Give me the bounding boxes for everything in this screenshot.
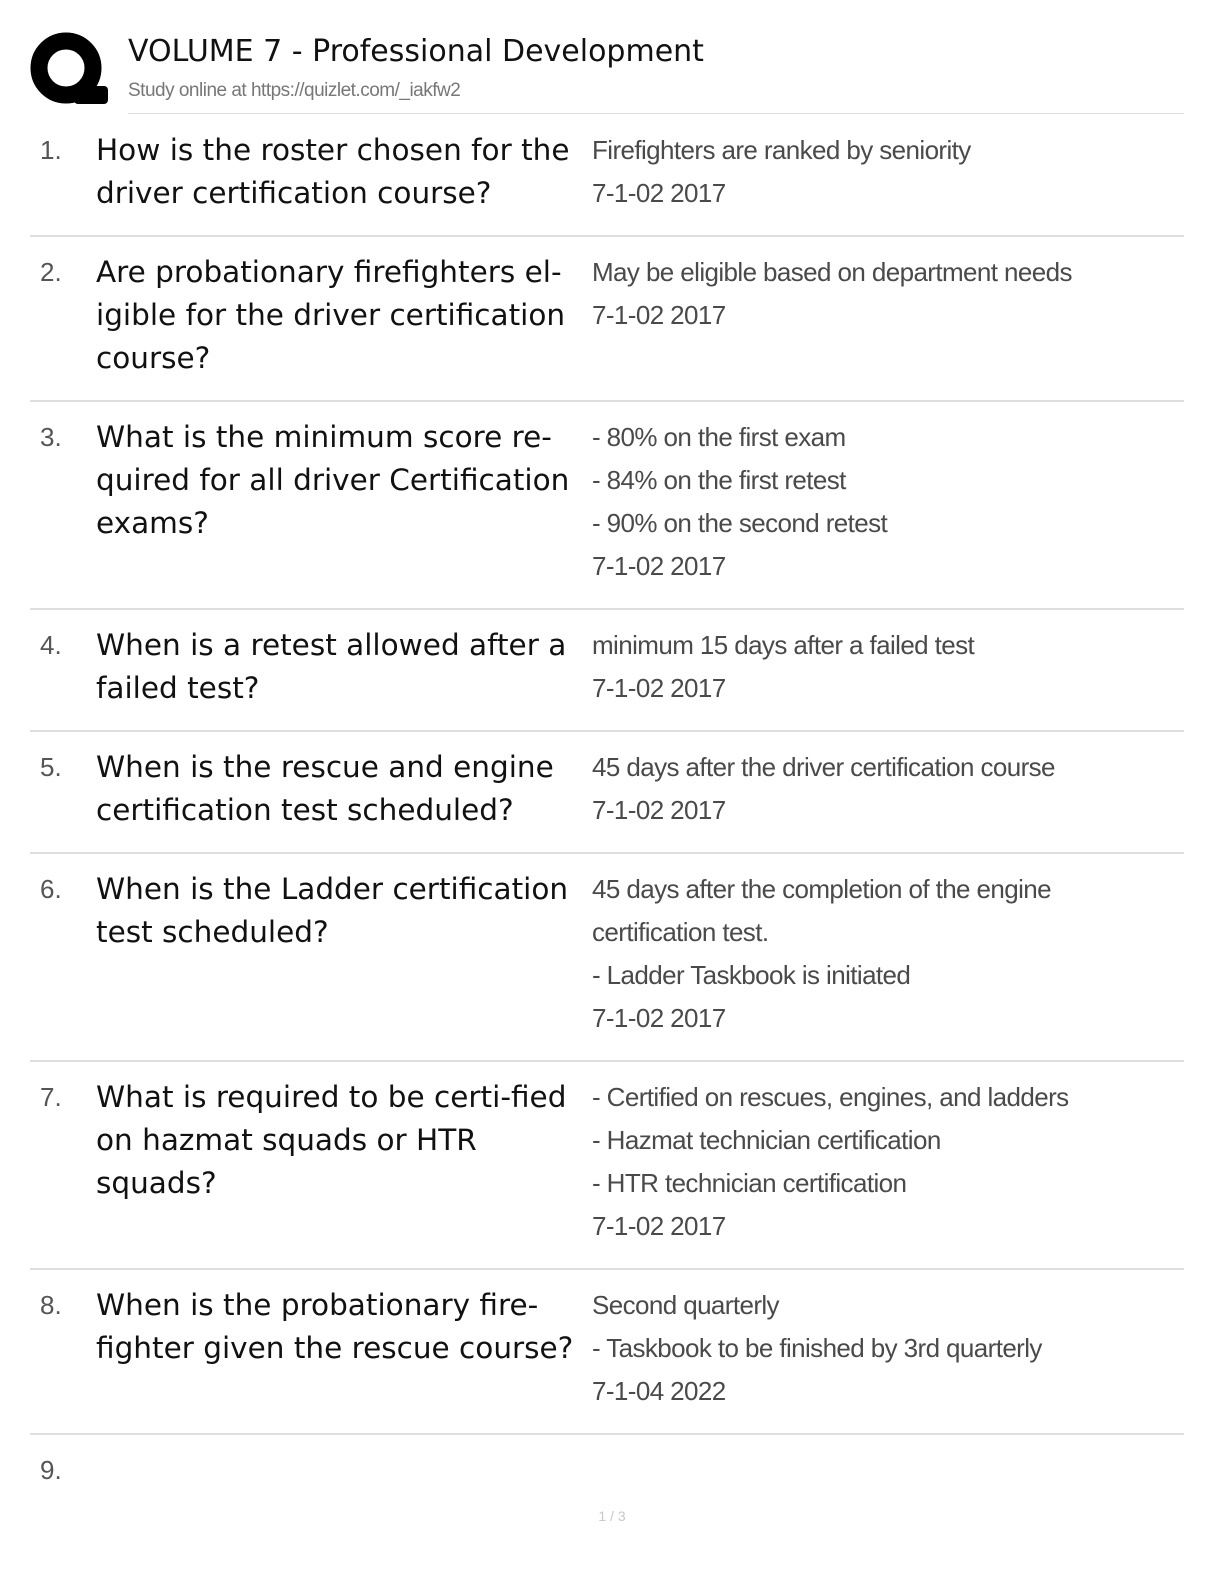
definition-line: - 80% on the first exam: [592, 422, 846, 452]
card-definition: [592, 746, 1172, 832]
definition-line: 7-1-02 2017: [592, 673, 726, 703]
study-link[interactable]: Study online at https://quizlet.com/_iakfw2: [128, 80, 461, 101]
flashcard-row: [30, 402, 1184, 610]
card-term: How is the roster chosen for the driver certification course?: [96, 133, 570, 210]
definition-line: 7-1-02 2017: [592, 795, 726, 825]
card-definition: [592, 416, 1172, 588]
card-term: When is the rescue and engine certification test scheduled?: [96, 750, 554, 827]
card-number: 5.: [40, 752, 62, 782]
card-term: When is a retest allowed after a failed test?: [96, 628, 567, 705]
flashcard-row: [30, 610, 1184, 732]
quizlet-q-logo-icon: [30, 30, 110, 110]
card-number: 9.: [40, 1455, 62, 1485]
card-number: 7.: [40, 1082, 62, 1112]
definition-line: 7-1-02 2017: [592, 1211, 726, 1241]
definition-line: May be eligible based on department needs: [592, 257, 1072, 287]
definition-line: - HTR technician certification: [592, 1168, 907, 1198]
page-number: 1 / 3: [598, 1508, 626, 1524]
card-definition: [592, 1076, 1172, 1248]
card-term: [96, 1449, 576, 1492]
definition-line: 45 days after the driver certification course: [592, 752, 1055, 782]
card-number: 8.: [40, 1290, 62, 1320]
flashcard-row: [30, 1270, 1184, 1435]
definition-line: 7-1-02 2017: [592, 1003, 726, 1033]
card-term: When is the probationary fire-fighter given the rescue course?: [96, 1288, 574, 1365]
definition-line: - 84% on the first retest: [592, 465, 846, 495]
header-divider: [128, 113, 1184, 114]
definition-line: - Ladder Taskbook is initiated: [592, 960, 911, 990]
definition-line: - Hazmat technician certification: [592, 1125, 941, 1155]
definition-line: 45 days after the completion of the engine certification test.: [592, 874, 1052, 947]
card-number: 4.: [40, 630, 62, 660]
flashcard-row: [30, 854, 1184, 1062]
card-number: 3.: [40, 422, 62, 452]
card-term: What is required to be certi-fied on hazmat squads or HTR squads?: [96, 1080, 567, 1200]
card-term: Are probationary firefighters el-igible for the driver certification course?: [96, 255, 566, 375]
card-definition: [592, 868, 1172, 1040]
flashcard-row: [30, 732, 1184, 854]
flashcard-row: [30, 1062, 1184, 1270]
definition-line: - Certified on rescues, engines, and ladders: [592, 1082, 1069, 1112]
definition-line: Firefighters are ranked by seniority: [592, 135, 971, 165]
card-number: 2.: [40, 257, 62, 287]
card-term: What is the minimum score re-quired for all driver Certification exams?: [96, 420, 570, 540]
card-definition: [592, 129, 1172, 215]
card-definition: [592, 251, 1172, 337]
card-definition: [592, 1284, 1172, 1413]
definition-line: Second quarterly: [592, 1290, 779, 1320]
definition-line: 7-1-02 2017: [592, 178, 726, 208]
definition-line: 7-1-02 2017: [592, 551, 726, 581]
card-number: 1.: [40, 135, 62, 165]
flashcard-row: [30, 237, 1184, 402]
card-definition: [592, 624, 1172, 710]
definition-line: 7-1-04 2022: [592, 1376, 726, 1406]
flashcard-list: [30, 115, 1184, 1512]
page-title: VOLUME 7 - Professional Development: [128, 34, 704, 69]
page-header: [30, 28, 1184, 114]
card-term: When is the Ladder certification test scheduled?: [96, 872, 569, 949]
flashcard-row: [30, 115, 1184, 237]
flashcard-row: [30, 1435, 1184, 1512]
definition-line: minimum 15 days after a failed test: [592, 630, 975, 660]
definition-line: 7-1-02 2017: [592, 300, 726, 330]
card-number: 6.: [40, 874, 62, 904]
definition-line: - 90% on the second retest: [592, 508, 888, 538]
definition-line: - Taskbook to be finished by 3rd quarterly: [592, 1333, 1042, 1363]
